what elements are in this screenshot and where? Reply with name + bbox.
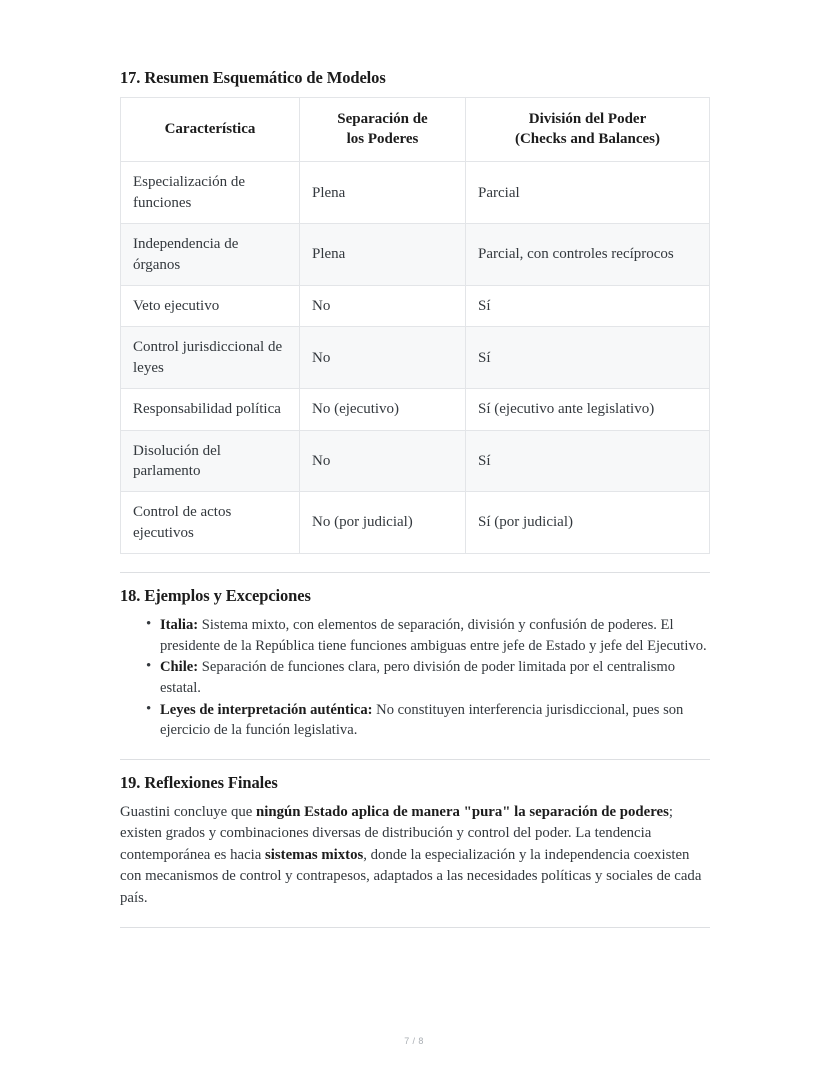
cell-caracteristica: Control jurisdiccional de leyes — [121, 327, 300, 389]
cell-separacion: No (ejecutivo) — [300, 389, 466, 430]
column-header-line: los Poderes — [346, 130, 419, 147]
page-footer: 7 / 8 — [404, 1036, 424, 1046]
column-header-separacion — [300, 97, 466, 162]
column-header-caracteristica — [121, 97, 300, 162]
table-row — [121, 327, 710, 389]
table-row — [121, 492, 710, 554]
cell-separacion: Plena — [300, 162, 466, 224]
cell-division: Sí — [466, 285, 710, 326]
reflections-paragraph — [120, 802, 710, 909]
column-header-line: Separación de — [337, 110, 428, 127]
table-row — [121, 224, 710, 286]
section-divider-bottom — [120, 927, 710, 928]
cell-division: Parcial — [466, 162, 710, 224]
table-header — [121, 97, 710, 162]
table-row — [121, 285, 710, 326]
cell-division: Sí — [466, 327, 710, 389]
table-row — [121, 389, 710, 430]
column-header-line: Característica — [164, 120, 256, 137]
table-body — [121, 162, 710, 554]
models-summary-table — [120, 97, 710, 554]
section-19-heading: 19. Reflexiones Finales — [120, 773, 278, 793]
list-item-term: Leyes de interpretación auténtica: — [160, 701, 373, 718]
table-header-row — [121, 97, 710, 162]
cell-separacion: No — [300, 327, 466, 389]
cell-caracteristica: Veto ejecutivo — [121, 285, 300, 326]
list-item-term: Chile: — [160, 659, 199, 676]
cell-division: Sí (ejecutivo ante legislativo) — [466, 389, 710, 430]
column-header-division — [466, 97, 710, 162]
section-17-heading: 17. Resumen Esquemático de Modelos — [120, 68, 386, 87]
cell-caracteristica: Control de actos ejecutivos — [121, 492, 300, 554]
cell-caracteristica: Independencia de órganos — [121, 224, 300, 286]
column-header-line: División del Poder — [528, 110, 647, 127]
cell-separacion: No — [300, 285, 466, 326]
list-item — [146, 657, 710, 698]
cell-separacion: No — [300, 430, 466, 492]
list-item — [146, 615, 710, 656]
paragraph-segment-emphasis: sistemas mixtos — [265, 846, 364, 863]
page-content — [120, 68, 710, 941]
section-18-heading: 18. Ejemplos y Excepciones — [120, 586, 311, 606]
cell-separacion: No (por judicial) — [300, 492, 466, 554]
list-item-term: Italia: — [160, 616, 199, 633]
paragraph-segment-emphasis: ningún Estado aplica de manera "pura" la separación de poderes — [256, 803, 669, 820]
cell-caracteristica: Disolución del parlamento — [121, 430, 300, 492]
table-row — [121, 430, 710, 492]
section-divider — [120, 759, 710, 760]
cell-division: Parcial, con controles recíprocos — [466, 224, 710, 286]
paragraph-segment: ; existen grados y combinaciones diversas de distribución y control del poder. La tendencia contemporánea es hacia — [120, 803, 673, 863]
list-item-text: Separación de funciones clara, pero división de poder limitada por el centralismo estatal. — [160, 659, 676, 697]
column-header-line: (Checks and Balances) — [514, 130, 660, 147]
paragraph-segment: Guastini concluye que — [120, 803, 257, 820]
list-item-text: No constituyen interferencia jurisdiccional, pues son ejercicio de la función legislativa. — [160, 701, 684, 739]
paragraph-segment: , donde la especialización y la independencia coexisten con mecanismos de control y contrapesos, adaptados a las necesidades políticas y sociales de cada país. — [120, 846, 702, 906]
table-row — [121, 162, 710, 224]
section-divider — [120, 572, 710, 573]
cell-division: Sí (por judicial) — [466, 492, 710, 554]
list-item-text: Sistema mixto, con elementos de separación, división y confusión de poderes. El presidente de la República tiene funciones ambiguas entre jefe de Estado y jefe del Ejecutivo. — [160, 616, 707, 654]
examples-list — [120, 615, 710, 741]
cell-caracteristica: Especialización de funciones — [121, 162, 300, 224]
cell-division: Sí — [466, 430, 710, 492]
cell-caracteristica: Responsabilidad política — [121, 389, 300, 430]
cell-separacion: Plena — [300, 224, 466, 286]
list-item — [146, 700, 710, 741]
